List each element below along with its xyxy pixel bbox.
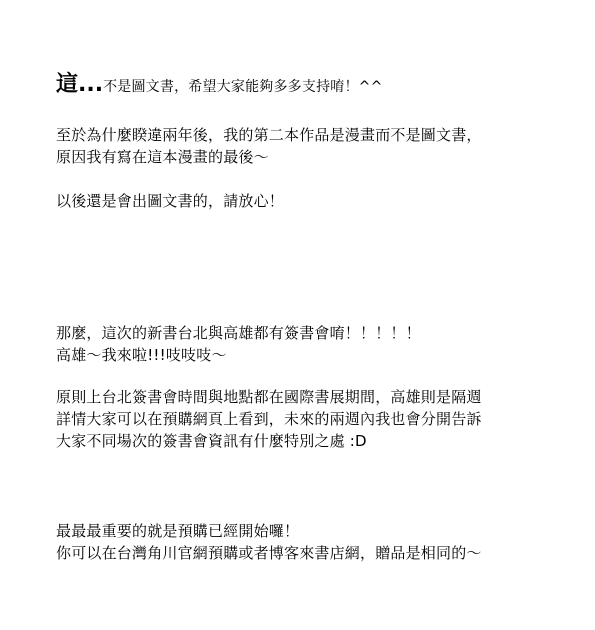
intro-text: 不是圖文書，希望大家能夠多多支持唷！^^ <box>103 79 383 95</box>
paragraph-reassurance <box>56 190 575 212</box>
paragraph-signing-events <box>56 322 575 366</box>
text-line: 詳情大家可以在預購網頁上看到，未來的兩週內我也會分開告訴 <box>56 410 482 428</box>
intro-paragraph <box>56 74 575 98</box>
text-line: 大家不同場次的簽書會資訊有什麼特別之處 :D <box>56 432 367 450</box>
intro-line <box>56 74 575 98</box>
text-line: 高雄～我來啦!!!吱吱吱～ <box>56 346 227 364</box>
paragraph-sequel-reason <box>56 124 575 168</box>
intro-lead: 這... <box>56 72 104 97</box>
text-line: 原則上台北簽書會時間與地點都在國際書展期間，高雄則是隔週 <box>56 388 482 406</box>
text-line: 至於為什麼睽違兩年後，我的第二本作品是漫畫而不是圖文書， <box>56 126 482 144</box>
text-line: 那麼，這次的新書台北與高雄都有簽書會唷！！！！！ <box>56 324 421 342</box>
text-line: 你可以在台灣角川官網預購或者博客來書店網，贈品是相同的～ <box>56 544 482 562</box>
text-line: 最最最重要的就是預購已經開始囉！ <box>56 522 300 540</box>
paragraph-event-details <box>56 386 575 452</box>
text-line: 以後還是會出圖文書的，請放心！ <box>56 192 285 210</box>
paragraph-preorder <box>56 520 575 564</box>
text-line: 原因我有寫在這本漫畫的最後～ <box>56 148 269 166</box>
